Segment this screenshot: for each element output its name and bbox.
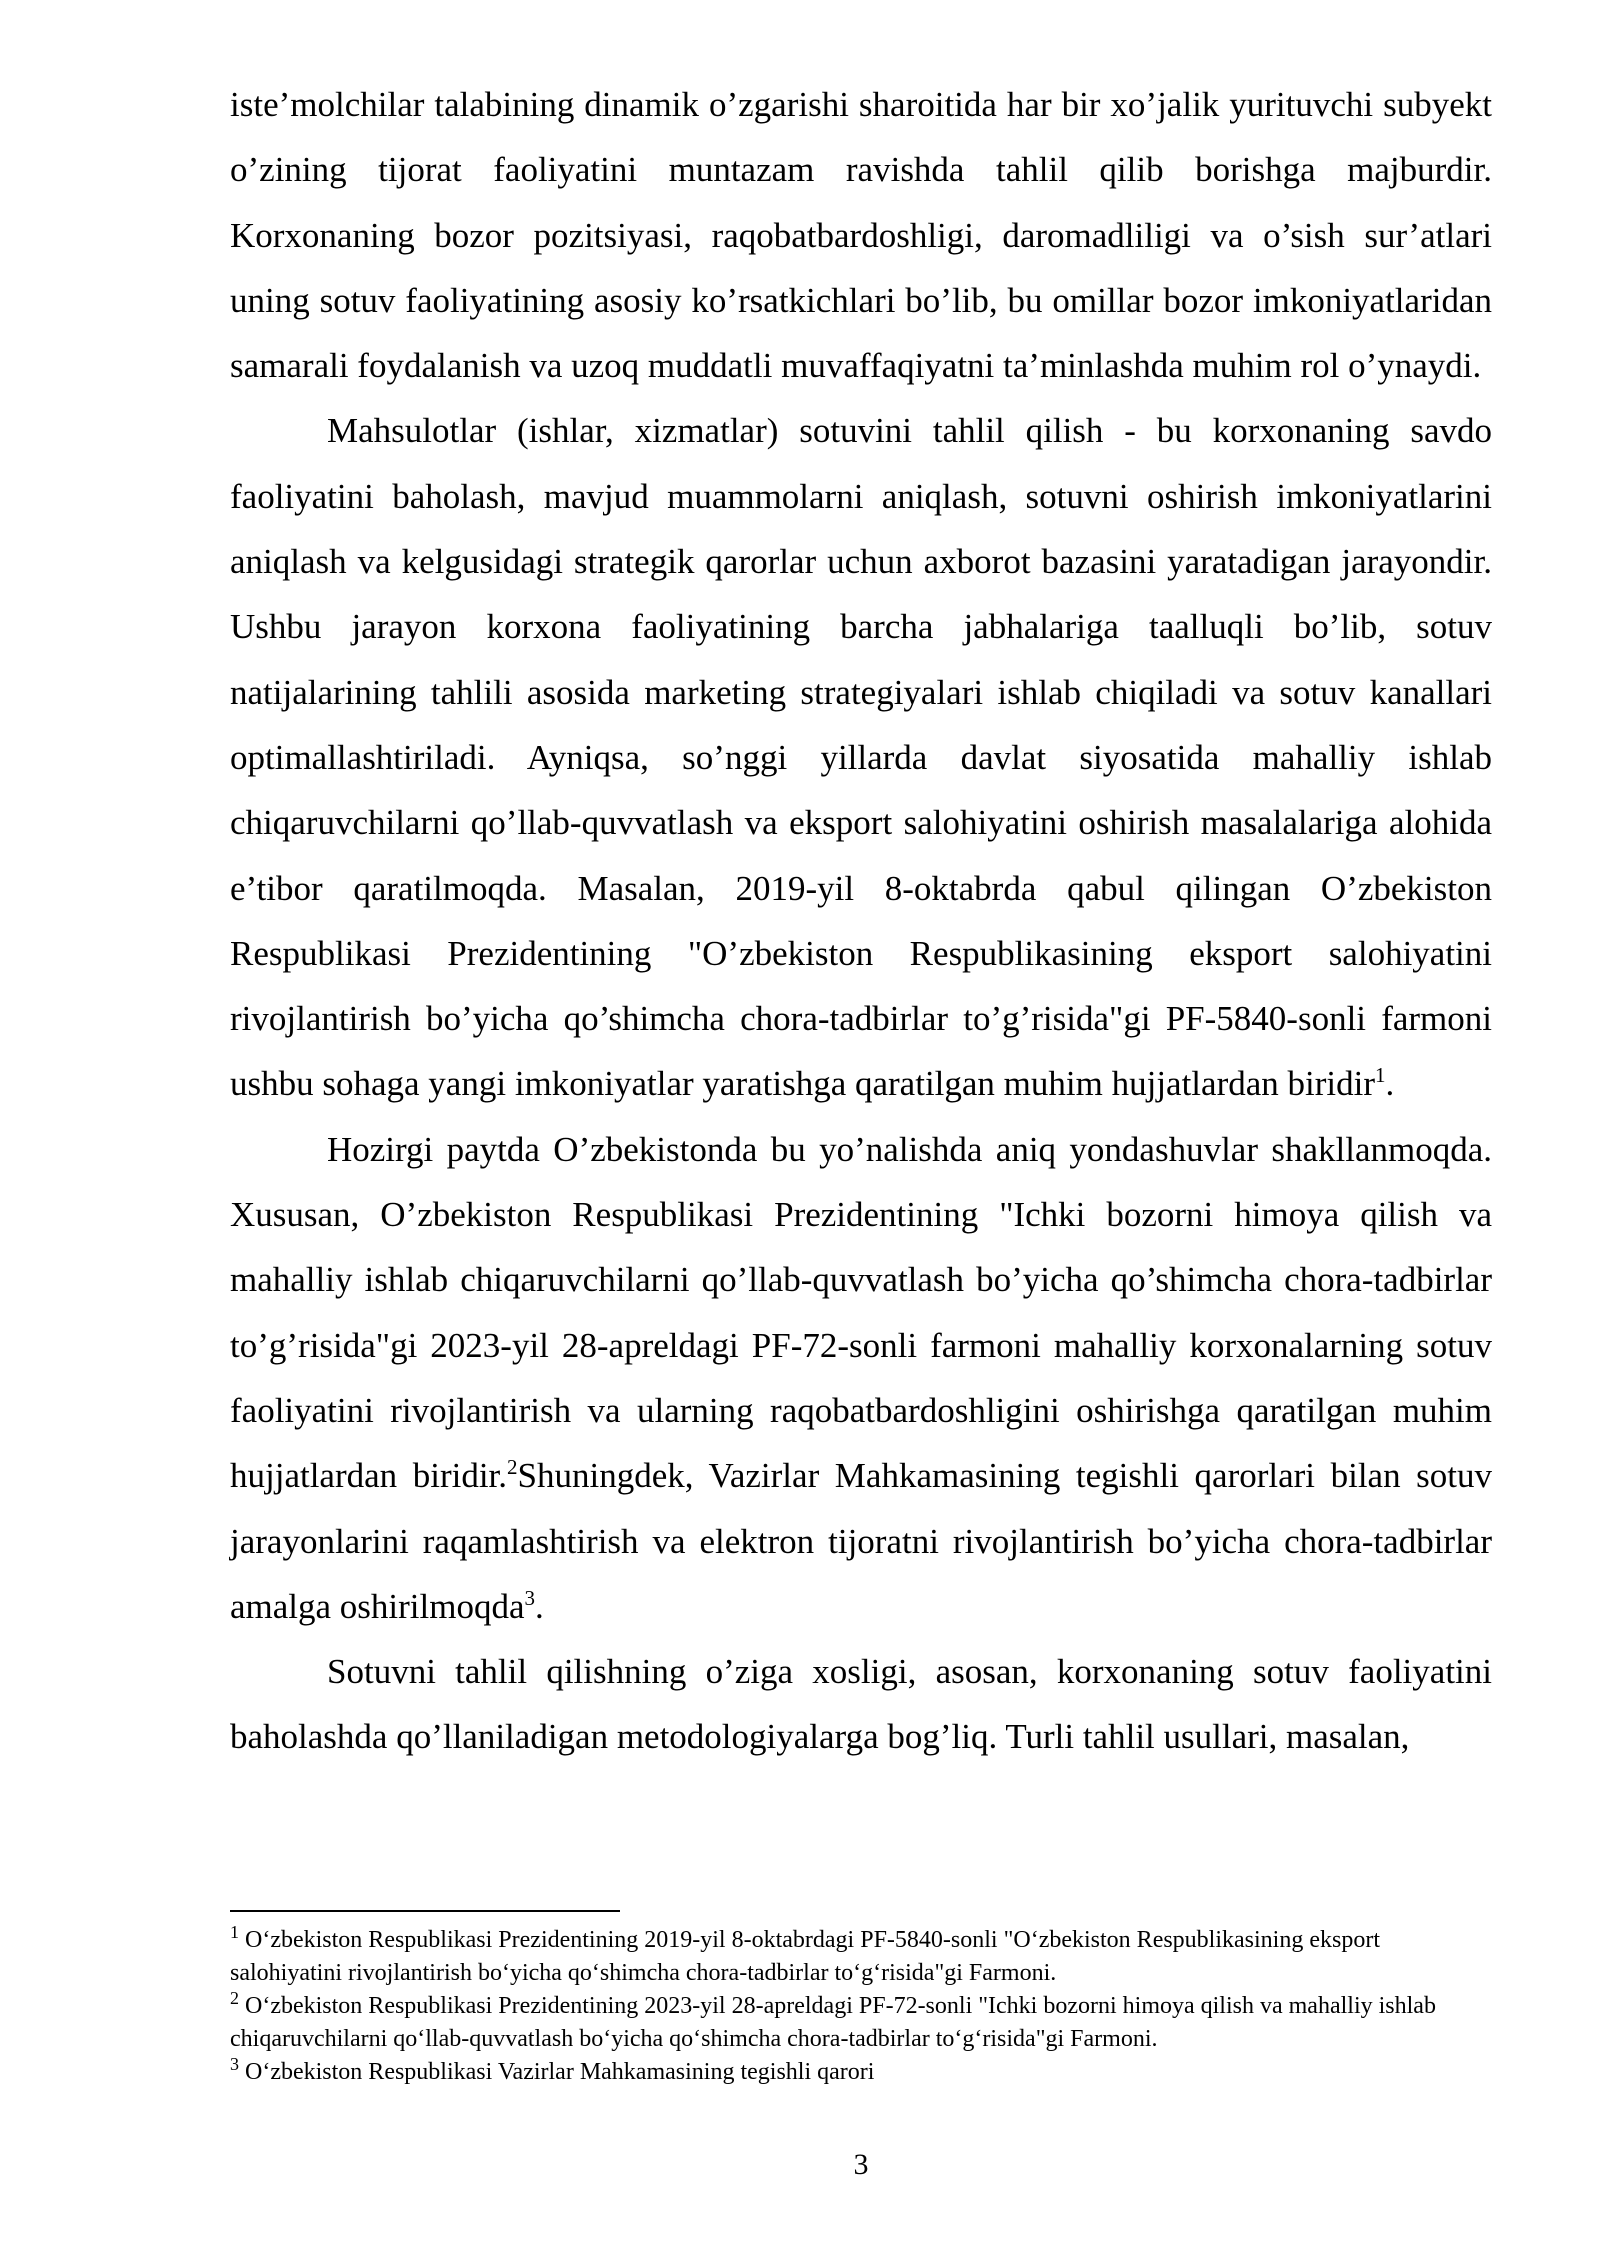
paragraph [230, 72, 1492, 398]
body-text [230, 72, 1492, 1770]
paragraph-text-continued: Shuningdek, Vazirlar Mahkamasining tegishli qarorlari bilan sotuv jarayonlarini raqamlashtirish va elektron tijoratni rivojlantirish bo’yicha chora-tadbirlar amalga oshirilmoqda [230, 1456, 1492, 1626]
footnote-separator [230, 1910, 620, 1912]
footnote-reference: 3 [524, 1585, 536, 1610]
footnote-number: 1 [230, 1922, 239, 1942]
footnote-text: O‘zbekiston Respublikasi Vazirlar Mahkamasining tegishli qarori [239, 2059, 875, 2085]
footnote-text: O‘zbekiston Respublikasi Prezidentining 2019-yil 8-oktabrdagi PF-5840-sonli "O‘zbekiston Respublikasining eksport salohiyatini rivojlantirish bo‘yicha qo‘shimcha chora-tadbirlar to‘g‘risida"gi Farmoni. [230, 1927, 1380, 1986]
footnote-number: 3 [230, 2054, 239, 2074]
paragraph-text-tail: . [535, 1586, 544, 1626]
footnote-number: 2 [230, 1988, 239, 2008]
page-number: 3 [853, 2148, 869, 2181]
paragraph-text: Mahsulotlar (ishlar, xizmatlar) sotuvini tahlil qilish - bu korxonaning savdo faoliyatini baholash, mavjud muammolarni aniqlash, sotuvni oshirish imkoniyatlarini aniqlash va kelgusidagi strategik qarorlar uchun axborot bazasini yaratadigan jarayondir. Ushbu jarayon korxona faoliyatining barcha jabhalariga taalluqli bo’lib, sotuv natijalarining tahlili asosida marketing strategiyalari ishlab chiqiladi va sotuv kanallari optimallashtiriladi. Ayniqsa, so’nggi yillarda davlat siyosatida mahalliy ishlab chiqaruvchilarni qo’llab-quvvatlash va eksport salohiyatini oshirish masalalariga alohida e’tibor qaratilmoqda. Masalan, 2019-yil 8-oktabrda qabul qilingan O’zbekiston Respublikasi Prezidentining "O’zbekiston Respublikasining eksport salohiyatini rivojlantirish bo’yicha qo’shimcha chora-tadbirlar to’g’risida"gi PF-5840-sonli farmoni ushbu sohaga yangi imkoniyatlar yaratishga qaratilgan muhim hujjatlardan biridir [230, 411, 1492, 1104]
footnote [230, 1990, 1492, 2056]
footnote-reference: 1 [1375, 1063, 1386, 1088]
paragraph-text: iste’molchilar talabining dinamik o’zgarishi sharoitida har bir xo’jalik yurituvchi subyekt o’zining tijorat faoliyatini muntazam ravishda tahlil qilib borishga majburdir. Korxonaning bozor pozitsiyasi, raqobatbardoshligi, daromadliligi va o’sish sur’atlari uning sotuv faoliyatining asosiy ko’rsatkichlari bo’lib, bu omillar bozor imkoniyatlaridan samarali foydalanish va uzoq muddatli muvaffaqiyatni ta’minlashda muhim rol o’ynaydi. [230, 85, 1492, 386]
paragraph-text: Hozirgi paytda O’zbekistonda bu yo’nalishda aniq yondashuvlar shakllanmoqda. Xususan, O’zbekiston Respublikasi Prezidentining "Ichki bozorni himoya qilish va mahalliy ishlab chiqaruvchilarni qo’llab-quvvatlash bo’yicha qo’shimcha chora-tadbirlar to’g’risida"gi 2023-yil 28-apreldagi PF-72-sonli farmoni mahalliy korxonalarning sotuv faoliyatini rivojlantirish va ularning raqobatbardoshligini oshirishga qaratilgan muhim hujjatlardan biridir. [230, 1129, 1492, 1496]
paragraph-text: Sotuvni tahlil qilishning o’ziga xosligi, asosan, korxonaning sotuv faoliyatini baholashda qo’llaniladigan metodologiyalarga bog’liq. Turli tahlil usullari, masalan, [230, 1652, 1492, 1757]
footnote-text: O‘zbekiston Respublikasi Prezidentining 2023-yil 28-apreldagi PF-72-sonli "Ichki bozorni himoya qilish va mahalliy ishlab chiqaruvchilarni qo‘llab-quvvatlash bo‘yicha qo‘shimcha chora-tadbirlar to‘g‘risida"gi Farmoni. [230, 1993, 1436, 2052]
paragraph [230, 1117, 1492, 1639]
footnote-reference: 2 [507, 1455, 518, 1480]
paragraph [230, 1639, 1492, 1770]
footnote [230, 2056, 1492, 2089]
footnote [230, 1924, 1492, 1990]
paragraph [230, 398, 1492, 1116]
paragraph-text-tail: . [1385, 1064, 1395, 1104]
footnotes [230, 1924, 1492, 2089]
